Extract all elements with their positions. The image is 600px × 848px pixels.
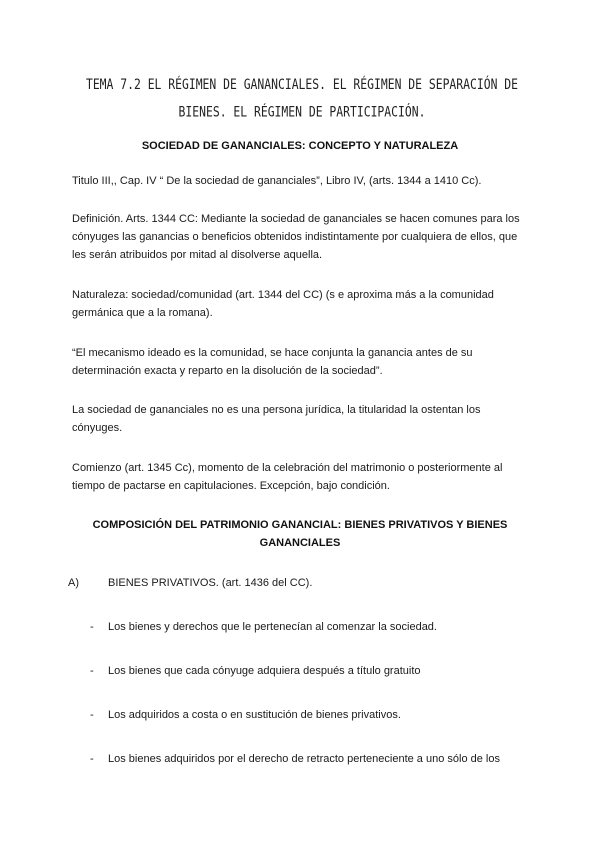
paragraph-titulo: Titulo III,, Cap. IV “ De la sociedad de gananciales”, Libro IV, (arts. 1344 a 1410 Cc). — [72, 175, 482, 187]
bullet-text: Los bienes y derechos que le pertenecían al comenzar la sociedad. — [108, 621, 437, 633]
document-title: TEMA 7.2 EL RÉGIMEN DE GANANCIALES. EL RÉGIMEN DE SEPARACIÓN DE BIENES. EL RÉGIMEN DE PARTICIPACIÓN. — [85, 75, 519, 120]
bullet-dash: - — [90, 665, 94, 677]
paragraph-mecanismo: “El mecanismo ideado es la comunidad, se hace conjunta la ganancia antes de su determinación exacta y reparto en la disolución de la sociedad”. — [72, 347, 473, 377]
paragraph-comienzo: Comienzo (art. 1345 Cc), momento de la celebración del matrimonio o posteriormente al tiempo de pactarse en capitulaciones. Excepción, bajo condición. — [72, 462, 503, 492]
section-heading-concepto: SOCIEDAD DE GANANCIALES: CONCEPTO Y NATURALEZA — [141, 140, 459, 152]
bullet-dash: - — [90, 753, 94, 765]
bullet-text: Los bienes adquiridos por el derecho de retracto perteneciente a uno sólo de los — [108, 753, 500, 765]
list-label: A) — [68, 577, 79, 589]
paragraph-persona-juridica: La sociedad de gananciales no es una persona jurídica, la titularidad la ostentan los cónyuges. — [72, 404, 481, 434]
bullet-text: Los adquiridos a costa o en sustitución de bienes privativos. — [108, 709, 401, 721]
bullet-text: Los bienes que cada cónyuge adquiera después a título gratuito — [108, 665, 421, 677]
bullet-dash: - — [90, 709, 94, 721]
paragraph-naturaleza: Naturaleza: sociedad/comunidad (art. 1344 del CC) (s e aproxima más a la comunidad germánica que a la romana). — [72, 289, 494, 319]
paragraph-definicion: Definición. Arts. 1344 CC: Mediante la sociedad de gananciales se hacen comunes para los cónyuges las ganancias o beneficios obtenidos indistintamente por cualquiera de ellos, que les serán atribuidos por mitad al disolverse aquella. — [72, 213, 520, 261]
section-heading-composicion: COMPOSICIÓN DEL PATRIMONIO GANANCIAL: BIENES PRIVATIVOS Y BIENES GANANCIALES — [92, 519, 508, 549]
list-text: BIENES PRIVATIVOS. (art. 1436 del CC). — [108, 577, 313, 589]
bullet-dash: - — [90, 621, 94, 633]
